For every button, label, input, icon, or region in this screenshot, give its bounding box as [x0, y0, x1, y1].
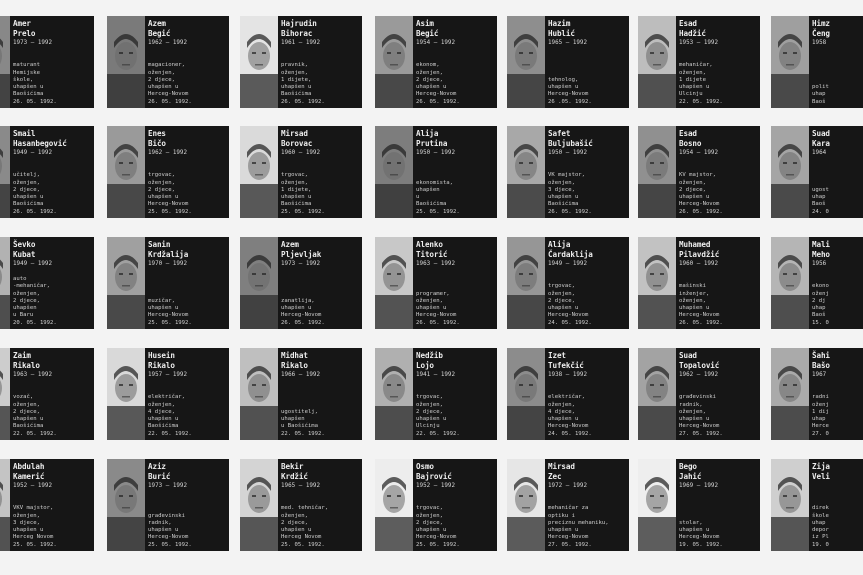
person-name: Abdulah Kamerić [13, 462, 45, 481]
person-description: građevinski radnik, oženjen, uhapšen u Herceg-Novom 27. 05. 1992. [679, 394, 723, 437]
person-info [548, 240, 627, 327]
person-info [281, 240, 360, 327]
person-card [507, 459, 629, 551]
portrait-photo [240, 126, 278, 218]
person-info [679, 240, 758, 327]
person-years: 1954 – 1992 [416, 40, 456, 47]
person-years: 1962 – 1992 [679, 372, 719, 379]
person-name: Alija Prutina [416, 129, 448, 148]
person-info [281, 129, 360, 216]
person-description: radni oženj 1 dij uhap Herce 27. 0 [812, 394, 829, 437]
portrait-photo [771, 237, 809, 329]
person-info [812, 240, 863, 327]
person-card [771, 126, 863, 218]
person-years: 1965 – 1992 [548, 40, 588, 47]
portrait-photo [638, 459, 676, 551]
person-info [148, 19, 227, 106]
person-description: ekonom, oženjen, 2 djece, uhapšen u Herceg-Novom 26. 05. 1992. [416, 62, 460, 105]
person-description: stolar, uhapšen u Herceg-Novom 19. 05. 1992. [679, 519, 723, 548]
portrait-photo [375, 459, 413, 551]
portrait-photo [107, 459, 145, 551]
portrait-photo [375, 126, 413, 218]
portrait-photo [638, 126, 676, 218]
portrait-photo [0, 459, 10, 551]
person-description: VKV majstor, oženjen, 3 djece, uhapšen u Herceg Novom 25. 05. 1992. [13, 505, 57, 548]
person-name: Nedžib Lojo [416, 351, 443, 370]
person-card [0, 237, 94, 329]
person-years: 1973 – 1992 [281, 261, 321, 268]
person-card [638, 126, 760, 218]
person-card [507, 348, 629, 440]
person-description: ugostitelj, uhapšen u Baošićima 22. 05. 1992. [281, 408, 325, 437]
person-info [679, 462, 758, 549]
person-info [416, 19, 495, 106]
person-card [375, 16, 497, 108]
person-description: trgovac, oženjen, 2 djece, uhapšen u Ulcinju 22. 05. 1992. [416, 394, 460, 437]
person-card [638, 16, 760, 108]
person-card [507, 16, 629, 108]
person-info [416, 129, 495, 216]
portrait-photo [240, 459, 278, 551]
person-name: Esad Bosno [679, 129, 702, 148]
person-name: Esad Hadžić [679, 19, 706, 38]
person-name: Midhat Rikalo [281, 351, 308, 370]
person-years: 1964 [812, 150, 827, 157]
person-description: zanatlija, uhapšen u Herceg-Novom 26. 05. 1992. [281, 297, 325, 326]
person-card [0, 459, 94, 551]
person-description: magacioner, oženjen, 2 djece, uhapšen u Herceg-Novom 26. 05. 1992. [148, 62, 192, 105]
person-name: Zaim Rikalo [13, 351, 40, 370]
person-card [638, 459, 760, 551]
person-name: Mirsad Borovac [281, 129, 313, 148]
person-info [13, 19, 92, 106]
person-description: ekono oženj 2 dj uhap Baoš 15. 0 [812, 283, 829, 326]
person-description: med. tehničar, oženjen, 2 djece, uhapšen u Herceg Novom 25. 05. 1992. [281, 505, 329, 548]
person-info [548, 19, 627, 106]
portrait-photo [771, 126, 809, 218]
person-card [240, 237, 362, 329]
person-name: Izet Tufekčić [548, 351, 584, 370]
person-name: Mali Meho [812, 240, 830, 259]
person-name: Suad Topalović [679, 351, 720, 370]
portrait-photo [507, 16, 545, 108]
person-info [416, 351, 495, 438]
portrait-photo [240, 237, 278, 329]
person-info [416, 240, 495, 327]
person-description: mehaničar, oženjen, 1 dijete uhapšen u Ulcinju 22. 05. 1992. [679, 62, 723, 105]
person-description: trgovac, oženjen, 2 djece, uhapšen u Herceg-Novom 25. 05. 1992. [416, 505, 460, 548]
person-card [107, 348, 229, 440]
person-years: 1956 [812, 261, 827, 268]
portrait-photo [375, 16, 413, 108]
person-card [240, 348, 362, 440]
person-description: ekonomista, uhapšen u Baošićima 25. 05. 1992. [416, 179, 460, 215]
person-card [507, 237, 629, 329]
person-info [812, 351, 863, 438]
person-info [679, 129, 758, 216]
person-name: Šahi Bašo [812, 351, 830, 370]
person-info [13, 351, 92, 438]
person-description: tehnolog, uhapšen u Herceg-Novom 26 .05. 1992. [548, 76, 592, 105]
person-years: 1967 [812, 372, 827, 379]
person-info [812, 19, 863, 106]
portrait-photo [507, 348, 545, 440]
person-years: 1941 – 1992 [416, 372, 456, 379]
person-info [148, 240, 227, 327]
person-description: ugost uhap Baoš 24. 0 [812, 186, 829, 215]
portrait-photo [240, 348, 278, 440]
person-years: 1949 – 1992 [13, 150, 53, 157]
person-info [148, 129, 227, 216]
person-info [812, 462, 863, 549]
portrait-photo [638, 16, 676, 108]
person-card [375, 237, 497, 329]
person-info [812, 129, 863, 216]
portrait-photo [771, 459, 809, 551]
person-years: 1961 – 1992 [281, 40, 321, 47]
person-card [107, 16, 229, 108]
person-name: Bego Jahić [679, 462, 702, 481]
person-name: Ševko Kubat [13, 240, 36, 259]
portrait-photo [107, 16, 145, 108]
person-info [13, 240, 92, 327]
person-years: 1965 – 1992 [281, 483, 321, 490]
person-card [107, 126, 229, 218]
person-years: 1954 – 1992 [679, 150, 719, 157]
person-name: Muhamed Pilavdžić [679, 240, 720, 259]
person-info [679, 19, 758, 106]
person-info [13, 462, 92, 549]
person-description: programer, oženjen, uhapšen u Herceg-Novom 26. 05. 1992. [416, 290, 460, 326]
person-name: Hajrudin Bihorac [281, 19, 317, 38]
person-card [375, 348, 497, 440]
person-name: Asim Begić [416, 19, 439, 38]
person-card [771, 16, 863, 108]
person-years: 1963 – 1992 [416, 261, 456, 268]
portrait-photo [0, 348, 10, 440]
person-card [638, 237, 760, 329]
person-description: električar, oženjen, 4 djece, uhapšen u Herceg-Novom 24. 05. 1992. [548, 394, 592, 437]
person-name: Alija Čardaklija [548, 240, 593, 259]
portrait-photo [507, 126, 545, 218]
person-name: Bekir Krdžić [281, 462, 308, 481]
person-years: 1962 – 1992 [148, 150, 188, 157]
person-description: električar, oženjen, 4 djece, uhapšen u Baošićima 22. 05. 1992. [148, 394, 192, 437]
portrait-photo [107, 348, 145, 440]
person-name: Zija Veli [812, 462, 830, 481]
person-card [0, 16, 94, 108]
person-years: 1938 – 1992 [548, 372, 588, 379]
person-card [771, 237, 863, 329]
person-years: 1963 – 1992 [13, 372, 53, 379]
person-description: polit uhap Baoš [812, 84, 829, 105]
person-info [281, 19, 360, 106]
portrait-photo [638, 348, 676, 440]
person-description: VK majstor, oženjen, 3 djece, uhapšen u Baošićima 26. 05. 1992. [548, 172, 592, 215]
portrait-photo [107, 237, 145, 329]
person-name: Safet Buljubašić [548, 129, 593, 148]
person-name: Suad Kara [812, 129, 830, 148]
person-card [375, 126, 497, 218]
person-name: Sanin Krdžalija [148, 240, 189, 259]
person-years: 1966 – 1992 [281, 372, 321, 379]
portrait-photo [107, 126, 145, 218]
person-description: trgovac, oženjen, 1 dijete, uhapšen u Baošićima 25. 05. 1992. [281, 172, 325, 215]
person-card [240, 126, 362, 218]
person-description: učitelj, oženjen, 2 djece, uhapšen u Baošićima 26. 05. 1992. [13, 172, 57, 215]
person-card [240, 16, 362, 108]
person-info [281, 351, 360, 438]
person-info [148, 351, 227, 438]
person-name: Husein Rikalo [148, 351, 175, 370]
person-years: 1969 – 1992 [679, 483, 719, 490]
person-card [107, 237, 229, 329]
person-description: građevinski radnik, uhapšen u Herceg-Novom 25. 05. 1992. [148, 512, 192, 548]
person-years: 1950 – 1992 [548, 150, 588, 157]
person-description: KV majstor, oženjen, 2 djece, uhapšen u Herceg-Novom 26. 05. 1992. [679, 172, 723, 215]
person-description: maturant Hemijske škole, uhapšen u Baošićima 26. 05. 1992. [13, 62, 57, 105]
person-description: mašinski inženjer, oženjen, uhapšen u Herceg-Novom 26. 05. 1992. [679, 283, 723, 326]
person-years: 1950 – 1992 [416, 150, 456, 157]
person-years: 1960 – 1992 [679, 261, 719, 268]
person-years: 1973 – 1992 [148, 483, 188, 490]
person-description: trgovac, oženjen, 2 djece, uhapšen u Herceg-Novom 25. 05. 1992. [148, 172, 192, 215]
person-years: 1952 – 1992 [13, 483, 53, 490]
person-description: muzičar, uhapšen u Herceg-Novom 25. 05. 1992. [148, 297, 192, 326]
person-card [507, 126, 629, 218]
person-years: 1952 – 1992 [416, 483, 456, 490]
person-name: Enes Bičo [148, 129, 166, 148]
portrait-photo [0, 16, 10, 108]
person-years: 1953 – 1992 [679, 40, 719, 47]
person-card [0, 126, 94, 218]
portrait-photo [507, 237, 545, 329]
person-years: 1960 – 1992 [281, 150, 321, 157]
person-info [13, 129, 92, 216]
person-name: Alenko Titorić [416, 240, 448, 259]
portrait-photo [375, 348, 413, 440]
person-description: mehaničar za optiku i preciznu mehaniku, uhapšen u Herceg-Novom 27. 05. 1992. [548, 505, 609, 548]
person-info [548, 351, 627, 438]
person-card [375, 459, 497, 551]
person-years: 1957 – 1992 [148, 372, 188, 379]
person-info [548, 129, 627, 216]
portrait-photo [507, 459, 545, 551]
person-card [107, 459, 229, 551]
person-name: Smail Hasanbegović [13, 129, 67, 148]
person-name: Amer Prelo [13, 19, 36, 38]
person-name: Himz Čeng [812, 19, 830, 38]
portrait-photo [771, 16, 809, 108]
person-description: trgovac, oženjen, 2 djece, uhapšen u Herceg-Novom 24. 05. 1992. [548, 283, 592, 326]
person-info [281, 462, 360, 549]
person-description: auto -mehaničar, oženjen, 2 djece, uhapšen u Baru 20. 05. 1992. [13, 275, 57, 326]
person-info [148, 462, 227, 549]
portrait-photo [0, 237, 10, 329]
portrait-photo [375, 237, 413, 329]
portrait-photo [0, 126, 10, 218]
person-info [416, 462, 495, 549]
person-years: 1949 – 1992 [548, 261, 588, 268]
portrait-photo [240, 16, 278, 108]
person-description: vozač, oženjen, 2 djece, uhapšen u Baošićima 22. 05. 1992. [13, 394, 57, 437]
person-card [0, 348, 94, 440]
person-years: 1973 – 1992 [13, 40, 53, 47]
person-card [240, 459, 362, 551]
person-info [548, 462, 627, 549]
person-name: Azem Pljevljak [281, 240, 322, 259]
person-name: Mirsad Zec [548, 462, 575, 481]
person-description: pravnik, oženjen, 1 dijete, uhapšen u Baošićima 26. 05. 1992. [281, 62, 325, 105]
person-card [771, 459, 863, 551]
person-years: 1949 – 1992 [13, 261, 53, 268]
person-card [638, 348, 760, 440]
person-card [771, 348, 863, 440]
portrait-photo [771, 348, 809, 440]
portrait-photo [638, 237, 676, 329]
person-name: Hazim Hublić [548, 19, 575, 38]
person-name: Azem Begić [148, 19, 171, 38]
person-name: Aziz Burić [148, 462, 171, 481]
person-years: 1958 [812, 40, 827, 47]
person-years: 1962 – 1992 [148, 40, 188, 47]
person-info [679, 351, 758, 438]
person-years: 1972 – 1992 [548, 483, 588, 490]
person-years: 1970 – 1992 [148, 261, 188, 268]
person-name: Osmo Bajrović [416, 462, 452, 481]
person-description: direk škole uhap depor iz Pl 19. 0 [812, 505, 829, 548]
